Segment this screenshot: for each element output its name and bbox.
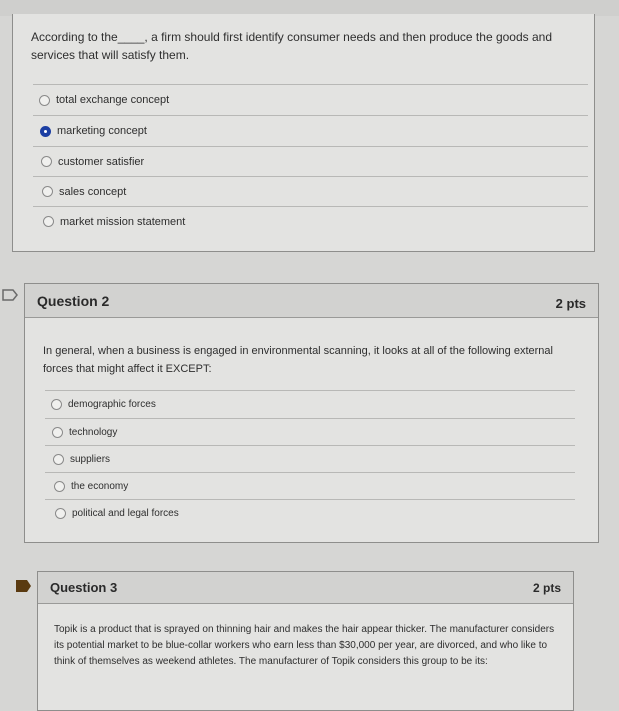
question-2-text: In general, when a business is engaged in environmental scanning, it looks at all of the following external forces that might affect it EXCEPT: bbox=[43, 345, 553, 375]
answer-blank: ____ bbox=[117, 30, 145, 44]
question-2-title: Question 2 bbox=[37, 292, 110, 309]
radio-button[interactable] bbox=[39, 95, 50, 106]
answer-label: market mission statement bbox=[60, 215, 186, 228]
answer-label: the economy bbox=[71, 480, 129, 492]
flag-outline-icon[interactable] bbox=[2, 289, 18, 301]
radio-button[interactable] bbox=[54, 481, 65, 492]
answer-label: sales concept bbox=[59, 185, 127, 198]
answer-label: marketing concept bbox=[57, 125, 147, 137]
radio-button[interactable] bbox=[53, 454, 64, 465]
answer-option[interactable] bbox=[33, 176, 588, 206]
answer-label: total exchange concept bbox=[56, 94, 170, 106]
answer-label: customer satisfier bbox=[58, 155, 145, 168]
answer-label: suppliers bbox=[70, 453, 111, 465]
radio-button[interactable] bbox=[55, 508, 66, 519]
question-3-card bbox=[37, 571, 574, 711]
answer-option[interactable] bbox=[45, 472, 575, 499]
radio-button-checked[interactable] bbox=[40, 126, 51, 137]
radio-button[interactable] bbox=[52, 427, 63, 438]
answer-option[interactable] bbox=[33, 84, 588, 115]
question-1-text: According to the____, a firm should first identify consumer needs and then produce the goods and services that will satisfy them. bbox=[31, 30, 552, 62]
question-3-header bbox=[38, 572, 573, 604]
question-1-card bbox=[12, 14, 595, 252]
answer-option[interactable] bbox=[45, 499, 575, 526]
question-2-header bbox=[25, 284, 598, 318]
answer-option[interactable] bbox=[33, 206, 588, 236]
answer-option[interactable] bbox=[45, 418, 575, 445]
question-2-card bbox=[24, 283, 599, 543]
answer-label: technology bbox=[69, 426, 118, 438]
radio-button[interactable] bbox=[42, 186, 53, 197]
question-1-answers bbox=[33, 84, 588, 236]
answer-label: demographic forces bbox=[68, 399, 156, 410]
question-3-text: Topik is a product that is sprayed on thinning hair and makes the hair appear thicker. The manufacturer considers its potential market to be blue-collar workers who earn less than $30,000 per year, are divorced, and who like to think of themselves as weekend athletes. The manufacturer of Topik considers this group to be its: bbox=[54, 624, 555, 667]
radio-button[interactable] bbox=[51, 399, 62, 410]
question-2-answers bbox=[45, 390, 575, 526]
question-3-title: Question 3 bbox=[50, 580, 118, 595]
answer-option[interactable] bbox=[33, 146, 588, 176]
question-3-points: 2 pts bbox=[532, 580, 561, 595]
flag-filled-icon[interactable] bbox=[16, 580, 31, 592]
answer-label: political and legal forces bbox=[72, 507, 179, 519]
answer-option[interactable] bbox=[45, 445, 575, 472]
radio-button[interactable] bbox=[43, 216, 54, 227]
answer-option-selected[interactable] bbox=[33, 115, 588, 146]
radio-button[interactable] bbox=[41, 156, 52, 167]
answer-option[interactable] bbox=[45, 390, 575, 418]
question-2-points: 2 pts bbox=[555, 296, 586, 311]
